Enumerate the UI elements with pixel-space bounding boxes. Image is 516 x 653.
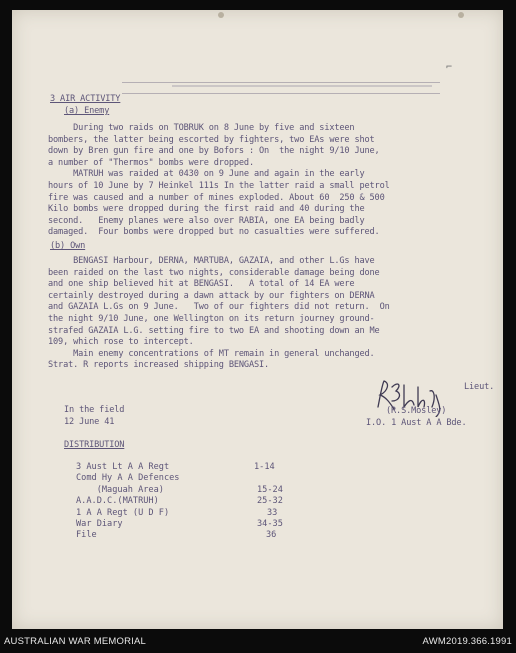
enemy-paragraph [48, 123, 390, 239]
date-line: 12 June 41 [64, 417, 115, 427]
distribution-copy-range: 1-14 [254, 462, 275, 472]
distribution-recipient: Comd Hy A A Defences [76, 473, 180, 484]
struck-through-line [122, 82, 440, 94]
enemy-text-line: Kilo bombs were dropped during the first raid and 40 during the [48, 204, 365, 215]
own-text-line: Strat. R reports increased shipping BENGASI. [48, 360, 270, 371]
distribution-copy-range: 25-32 [257, 496, 283, 507]
own-text-line: BENGASI Harbour, DERNA, MARTUBA, GAZAIA, and other L.Gs have [48, 256, 375, 266]
signer-unit: I.O. 1 Aust A A Bde. [366, 418, 467, 428]
own-text-line: strafed GAZAIA L.G. setting fire to two EA and shooting down an Me [48, 325, 380, 336]
subheading-enemy: (a) Enemy [64, 106, 110, 116]
section-heading: 3 AIR ACTIVITY [50, 94, 121, 104]
distribution-recipient: 1 A A Regt (U D F) [76, 507, 170, 518]
enemy-text-line: a number of "Thermos" bombs were dropped. [48, 157, 254, 168]
distribution-recipient: A.A.D.C.(MATRUH) [76, 496, 159, 507]
footer-accession-number: AWM2019.366.1991 [422, 636, 512, 647]
own-text-line: the night 9/10 June, one Wellington on its return journey ground- [48, 313, 375, 324]
distribution-copy-range: 36 [266, 530, 277, 541]
distribution-heading: DISTRIBUTION [64, 440, 125, 450]
struck-through-line [172, 85, 432, 87]
enemy-text-line: MATRUH was raided at 0430 on 9 June and again in the early [48, 169, 365, 180]
own-text-line: and one ship believed hit at BENGASI. A total of 14 EA were [48, 279, 355, 290]
subheading-own: (b) Own [50, 241, 86, 251]
punch-hole [218, 12, 224, 18]
enemy-text-line: second. Enemy planes were also over RABIA, one EA being badly [48, 215, 365, 226]
margin-mark: ⌐ [446, 62, 453, 73]
signer-rank: Lieut. [464, 382, 495, 392]
enemy-text-line: damaged. Four bombs were dropped but no casualties were suffered. [48, 227, 380, 238]
own-text-line: 109, which rose to intercept. [48, 337, 194, 348]
distribution-copy-range: 34-35 [257, 519, 283, 529]
own-text-line: certainly destroyed during a dawn attack by our fighters on DERNA [48, 290, 375, 301]
own-paragraph [48, 256, 390, 372]
own-text-line: and GAZAIA L.Gs on 9 June. Two of our fighters did not return. On [48, 302, 390, 313]
enemy-text-line: down by Bren gun fire and one by Bofors : On the night 9/10 June, [48, 146, 380, 157]
punch-hole [458, 12, 464, 18]
distribution-copy-range: 33 [267, 507, 278, 518]
enemy-text-line: hours of 10 June by 7 Heinkel 111s In the latter raid a small petrol [48, 180, 390, 191]
distribution-recipient: War Diary [76, 519, 123, 529]
signer-name: (R.S.Mosley) [386, 406, 447, 416]
own-text-line: Main enemy concentrations of MT remain in general unchanged. [48, 348, 375, 359]
enemy-text-line: fire was caused and a number of mines exploded. About 60 250 & 500 [48, 192, 385, 203]
document-page [12, 10, 503, 629]
enemy-text-line: During two raids on TOBRUK on 8 June by five and sixteen [48, 123, 355, 133]
enemy-text-line: bombers, the latter being escorted by fighters, two EAs were shot [48, 134, 375, 145]
footer-institution: AUSTRALIAN WAR MEMORIAL [4, 636, 147, 647]
distribution-recipient: 3 Aust Lt A A Regt [76, 462, 170, 472]
distribution-recipient: File [76, 530, 97, 541]
own-text-line: been raided on the last two nights, considerable damage being done [48, 267, 380, 278]
place-line: In the field [64, 405, 125, 415]
distribution-copy-range: 15-24 [257, 484, 283, 495]
distribution-list [12, 462, 503, 552]
distribution-recipient: (Maguah Area) [76, 484, 164, 495]
